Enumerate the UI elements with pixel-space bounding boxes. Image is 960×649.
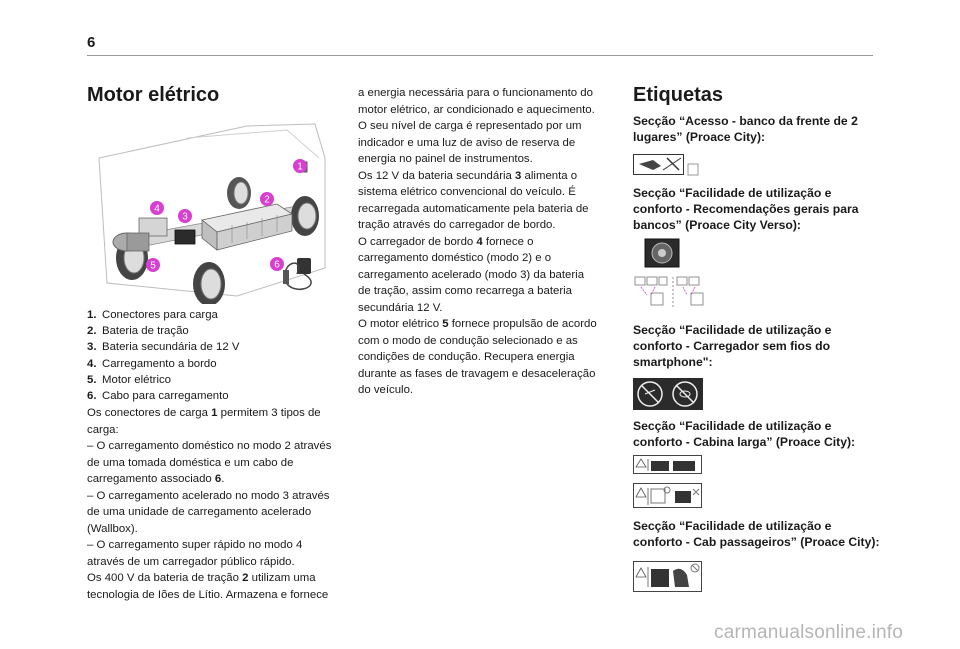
legend-text: Carregamento a bordo <box>102 357 217 370</box>
text-line: O seu nível de carga é representado por um <box>358 120 582 132</box>
text-line: sistema elétrico convencional do veículo. É <box>358 186 576 198</box>
heading-line: conforto - Carregador sem fios do <box>633 339 831 353</box>
heading-line: Secção “Acesso - banco da frente de 2 <box>633 114 858 128</box>
wheel-front-left <box>193 262 225 304</box>
legend-text: Cabo para carregamento <box>102 390 229 403</box>
text-line: Os 400 V da bateria de tração 2 utilizam uma <box>87 572 316 584</box>
electric-motor-diagram <box>87 118 327 304</box>
legend-item <box>87 339 239 355</box>
text-line: energia no painel de instrumentos. <box>358 153 533 165</box>
text-line: de tração, assim como recarrega a bateria <box>358 285 572 297</box>
label-section-heading <box>633 518 883 550</box>
label-section-heading <box>633 185 883 233</box>
callout-2 <box>260 192 274 206</box>
text-line: – O carregamento doméstico no modo 2 através <box>87 440 332 452</box>
heading-line: Secção “Facilidade de utilização e <box>633 419 832 433</box>
text-line: durante as fases de travagem e desaceleração <box>358 367 596 380</box>
text-line: do veículo. <box>358 384 414 396</box>
page-number: 6 <box>87 34 96 51</box>
text-line: O motor elétrico 5 fornece propulsão de acordo <box>358 318 597 330</box>
callout-number: 2 <box>264 194 270 206</box>
figure-legend <box>87 307 239 404</box>
label-general-seat-recommendations <box>633 237 711 307</box>
legend-text: Motor elétrico <box>102 373 172 386</box>
heading-line: lugares” (Proace City): <box>633 130 766 144</box>
callout-3 <box>178 209 192 223</box>
text-line: de uma tomada doméstica e um cabo de <box>87 456 294 469</box>
legend-text: Bateria de tração <box>102 325 189 338</box>
legend-item <box>87 323 239 339</box>
legend-text: Bateria secundária de 12 V <box>102 341 240 354</box>
legend-number: 2. <box>87 325 97 338</box>
text-line: (Wallbox). <box>87 522 138 535</box>
text-line: de uma unidade de carregamento acelerado <box>87 506 312 518</box>
callout-number: 5 <box>150 260 156 272</box>
top-rule <box>87 55 873 56</box>
heading-line: smartphone": <box>633 355 713 369</box>
label-section-heading <box>633 322 883 370</box>
text-line: carregamento associado 6. <box>87 473 225 485</box>
legend-number: 5. <box>87 373 97 386</box>
text-line: a energia necessária para o funcionamento do <box>358 87 593 99</box>
legend-number: 3. <box>87 341 97 354</box>
watermark: carmanualsonline.info <box>714 622 904 643</box>
text-line: tecnologia de Iões de Lítio. Armazena e fornece <box>87 588 329 601</box>
text-line: tração através do carregador de bordo. <box>358 219 556 231</box>
legend-item <box>87 356 239 372</box>
label-passenger-cab <box>633 561 703 593</box>
heading-line: Secção “Facilidade de utilização e <box>633 323 832 337</box>
text-line: secundária 12 V. <box>358 301 443 314</box>
text-line: com o modo de condução selecionado e as <box>358 334 578 347</box>
label-section-heading <box>633 418 883 450</box>
text-line: Os 12 V da bateria secundária 3 alimenta o <box>358 169 578 182</box>
callout-number: 3 <box>182 211 188 223</box>
section-title-labels: Etiquetas <box>633 84 724 106</box>
callout-1 <box>293 159 307 173</box>
legend-item <box>87 307 239 323</box>
heading-line: bancos” (Proace City Verso): <box>633 218 801 232</box>
section-title-motor: Motor elétrico <box>87 84 220 106</box>
text-line: carregamento doméstico (modo 2) e o <box>358 252 552 264</box>
heading-line: Secção “Facilidade de utilização e <box>633 519 832 533</box>
heading-line: conforto - Cabina larga” (Proace City): <box>633 435 856 449</box>
text-line: recarregada automaticamente pela bateria de <box>358 202 589 215</box>
text-line: – O carregamento acelerado no modo 3 através <box>87 489 330 502</box>
legend-number: 6. <box>87 390 97 403</box>
text-line: através de um carregador público rápido. <box>87 555 295 568</box>
label-access-front-seat <box>633 154 705 178</box>
legend-text: Conectores para carga <box>102 309 218 321</box>
text-line: indicador e uma luz de aviso de reserva de <box>358 136 576 149</box>
text-line: carregamento acelerado (modo 3) da bateria <box>358 268 585 281</box>
legend-item <box>87 388 239 404</box>
wheel-rear-right <box>227 177 251 209</box>
text-line: O carregador de bordo 4 fornece o <box>358 235 534 248</box>
battery-description <box>358 85 610 399</box>
text-line: – O carregamento super rápido no modo 4 <box>87 539 303 551</box>
charging-description <box>87 405 349 603</box>
callout-6 <box>270 257 284 271</box>
heading-line: conforto - Recomendações gerais para <box>633 202 859 216</box>
label-wireless-charger <box>633 378 705 412</box>
heading-line: Secção “Facilidade de utilização e <box>633 186 832 200</box>
callout-5 <box>146 258 160 272</box>
label-section-heading <box>633 113 883 145</box>
label-wide-cabin-a <box>633 455 703 475</box>
wheel-front-right <box>291 196 319 236</box>
secondary-battery <box>175 230 195 244</box>
text-line: condições de condução. Recupera energia <box>358 351 575 363</box>
text-line: carga: <box>87 423 119 436</box>
heading-line: conforto - Cab passageiros” (Proace City): <box>633 535 880 549</box>
charging-cable <box>283 258 311 289</box>
callout-number: 6 <box>274 259 280 271</box>
legend-item <box>87 372 239 388</box>
legend-number: 4. <box>87 357 97 370</box>
text-line: motor elétrico, ar condicionado e aquecimento. <box>358 103 595 116</box>
electric-motor <box>113 233 149 251</box>
callout-number: 1 <box>297 161 303 173</box>
legend-number: 1. <box>87 309 97 321</box>
traction-battery <box>202 204 292 250</box>
callout-number: 4 <box>154 203 160 215</box>
label-wide-cabin-b <box>633 483 703 509</box>
callout-4 <box>150 201 164 215</box>
text-line: Os conectores de carga 1 permitem 3 tipos de <box>87 407 321 419</box>
